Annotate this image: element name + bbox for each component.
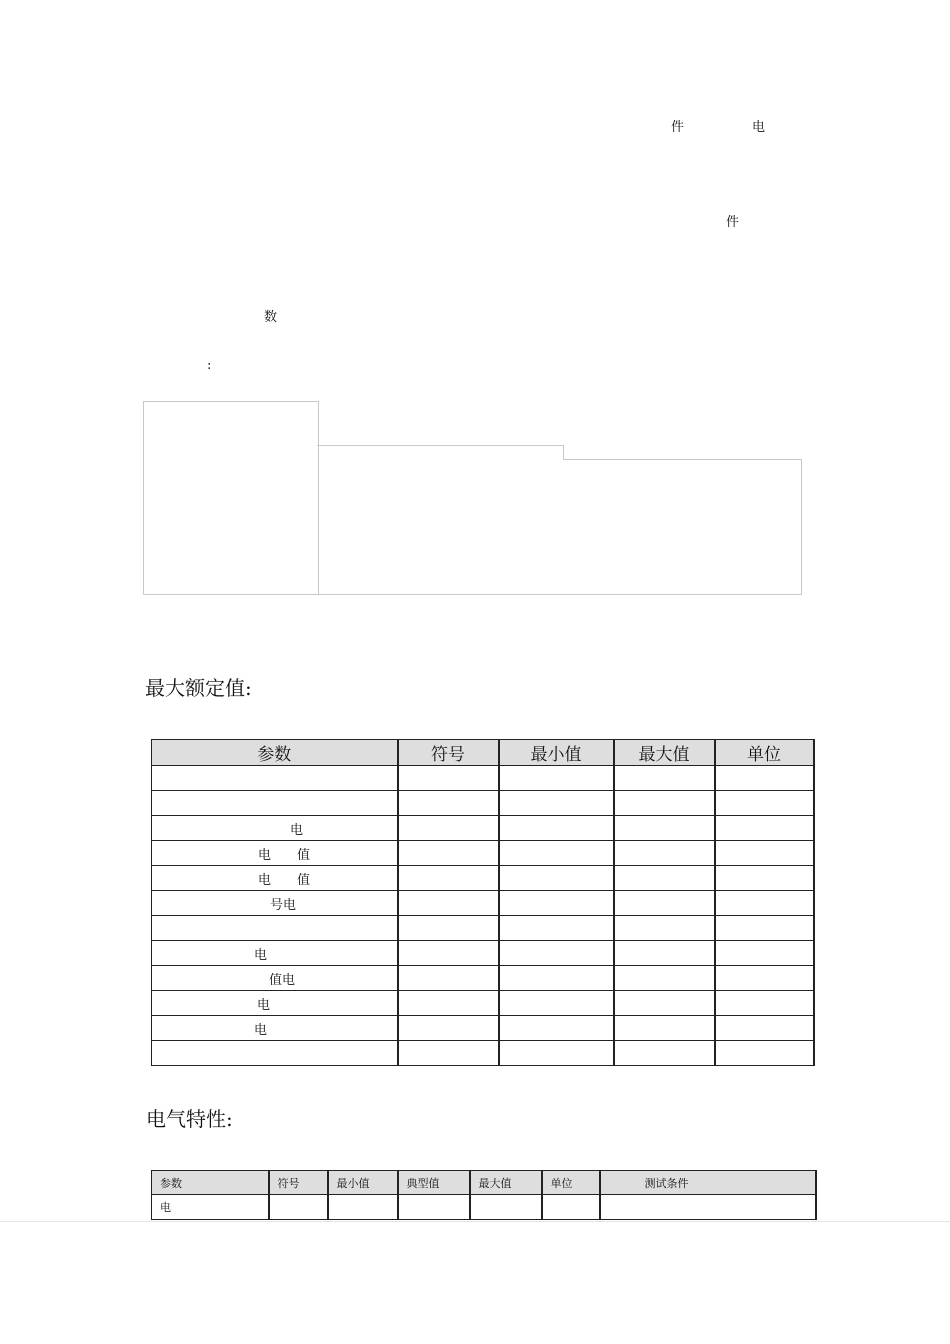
table-row	[152, 991, 814, 1016]
max-ratings-table	[151, 739, 815, 1066]
table-cell: 值电	[152, 966, 398, 991]
header-param: 参数	[152, 740, 398, 766]
table-cell	[499, 766, 614, 791]
table-cell	[715, 916, 814, 941]
table-cell	[614, 1041, 715, 1066]
text-fragment: 数	[264, 310, 278, 325]
table-cell	[499, 1041, 614, 1066]
header-unit: 单位	[542, 1171, 600, 1195]
text-fragment: 件	[726, 215, 740, 230]
table-cell	[328, 1195, 398, 1220]
table-cell	[398, 941, 499, 966]
table-cell: 号电	[152, 891, 398, 916]
table-cell	[398, 891, 499, 916]
header-typ: 典型值	[398, 1171, 470, 1195]
header-max: 最大值	[470, 1171, 542, 1195]
table-cell	[614, 941, 715, 966]
table-cell	[614, 966, 715, 991]
table-cell: 电	[152, 816, 398, 841]
page-break-rule	[0, 1221, 950, 1222]
table-cell	[499, 916, 614, 941]
section-title-electrical: 电气特性:	[146, 1107, 233, 1131]
section-title-max-ratings: 最大额定值:	[145, 676, 252, 700]
text-fragment: :	[207, 358, 212, 373]
table-cell	[152, 791, 398, 816]
header-unit: 单位	[715, 740, 814, 766]
table-cell	[600, 1195, 816, 1220]
table-row	[152, 916, 814, 941]
table-cell	[614, 841, 715, 866]
header-max: 最大值	[614, 740, 715, 766]
table-row	[152, 891, 814, 916]
table-cell	[715, 766, 814, 791]
header-symbol: 符号	[269, 1171, 328, 1195]
table-cell	[715, 816, 814, 841]
table-cell	[398, 916, 499, 941]
table-row	[152, 966, 814, 991]
table-cell	[499, 866, 614, 891]
table-row	[152, 1195, 816, 1220]
table-cell: 电 值	[152, 866, 398, 891]
table-row	[152, 1016, 814, 1041]
table-cell: 电	[152, 1195, 269, 1220]
table-header-row	[152, 1171, 816, 1195]
table-cell	[398, 1041, 499, 1066]
table-cell	[715, 941, 814, 966]
table-cell	[398, 816, 499, 841]
table-cell	[499, 841, 614, 866]
table-header-row	[152, 740, 814, 766]
table-cell	[398, 1016, 499, 1041]
table-cell	[499, 816, 614, 841]
table-cell	[152, 916, 398, 941]
table-cell	[499, 791, 614, 816]
table-cell	[398, 841, 499, 866]
table-cell	[614, 791, 715, 816]
header-param: 参数	[152, 1171, 269, 1195]
table-cell	[614, 866, 715, 891]
table-cell	[398, 1195, 470, 1220]
table-row	[152, 766, 814, 791]
table-cell	[614, 916, 715, 941]
header-symbol: 符号	[398, 740, 499, 766]
table-cell	[715, 1016, 814, 1041]
table-cell	[398, 866, 499, 891]
table-cell	[499, 891, 614, 916]
text-fragment: 电	[752, 120, 766, 135]
table-cell	[152, 766, 398, 791]
header-min: 最小值	[499, 740, 614, 766]
table-row	[152, 841, 814, 866]
table-row	[152, 816, 814, 841]
table-cell	[715, 791, 814, 816]
table-cell	[715, 891, 814, 916]
header-min: 最小值	[328, 1171, 398, 1195]
table-cell	[715, 866, 814, 891]
table-cell	[470, 1195, 542, 1220]
table-cell	[499, 966, 614, 991]
table-cell	[542, 1195, 600, 1220]
header-test-conditions: 测试条件	[600, 1171, 816, 1195]
table-cell	[499, 941, 614, 966]
table-row	[152, 1041, 814, 1066]
table-cell	[499, 1016, 614, 1041]
table-cell	[499, 991, 614, 1016]
table-cell	[614, 891, 715, 916]
table-row	[152, 941, 814, 966]
table-cell	[614, 1016, 715, 1041]
table-cell	[269, 1195, 328, 1220]
table-cell	[614, 991, 715, 1016]
table-cell	[152, 1041, 398, 1066]
electrical-table	[151, 1170, 817, 1220]
table-cell	[398, 991, 499, 1016]
table-cell: 电	[152, 991, 398, 1016]
table-cell	[715, 841, 814, 866]
table-cell	[398, 766, 499, 791]
text-fragment: 件	[671, 120, 685, 135]
table-cell	[614, 766, 715, 791]
table-cell	[715, 966, 814, 991]
table-cell	[398, 791, 499, 816]
table-cell	[715, 1041, 814, 1066]
table-cell: 电	[152, 1016, 398, 1041]
table-cell	[614, 816, 715, 841]
table-row	[152, 866, 814, 891]
table-row	[152, 791, 814, 816]
table-cell	[398, 966, 499, 991]
table-cell: 电 值	[152, 841, 398, 866]
table-cell: 电	[152, 941, 398, 966]
table-cell	[715, 991, 814, 1016]
